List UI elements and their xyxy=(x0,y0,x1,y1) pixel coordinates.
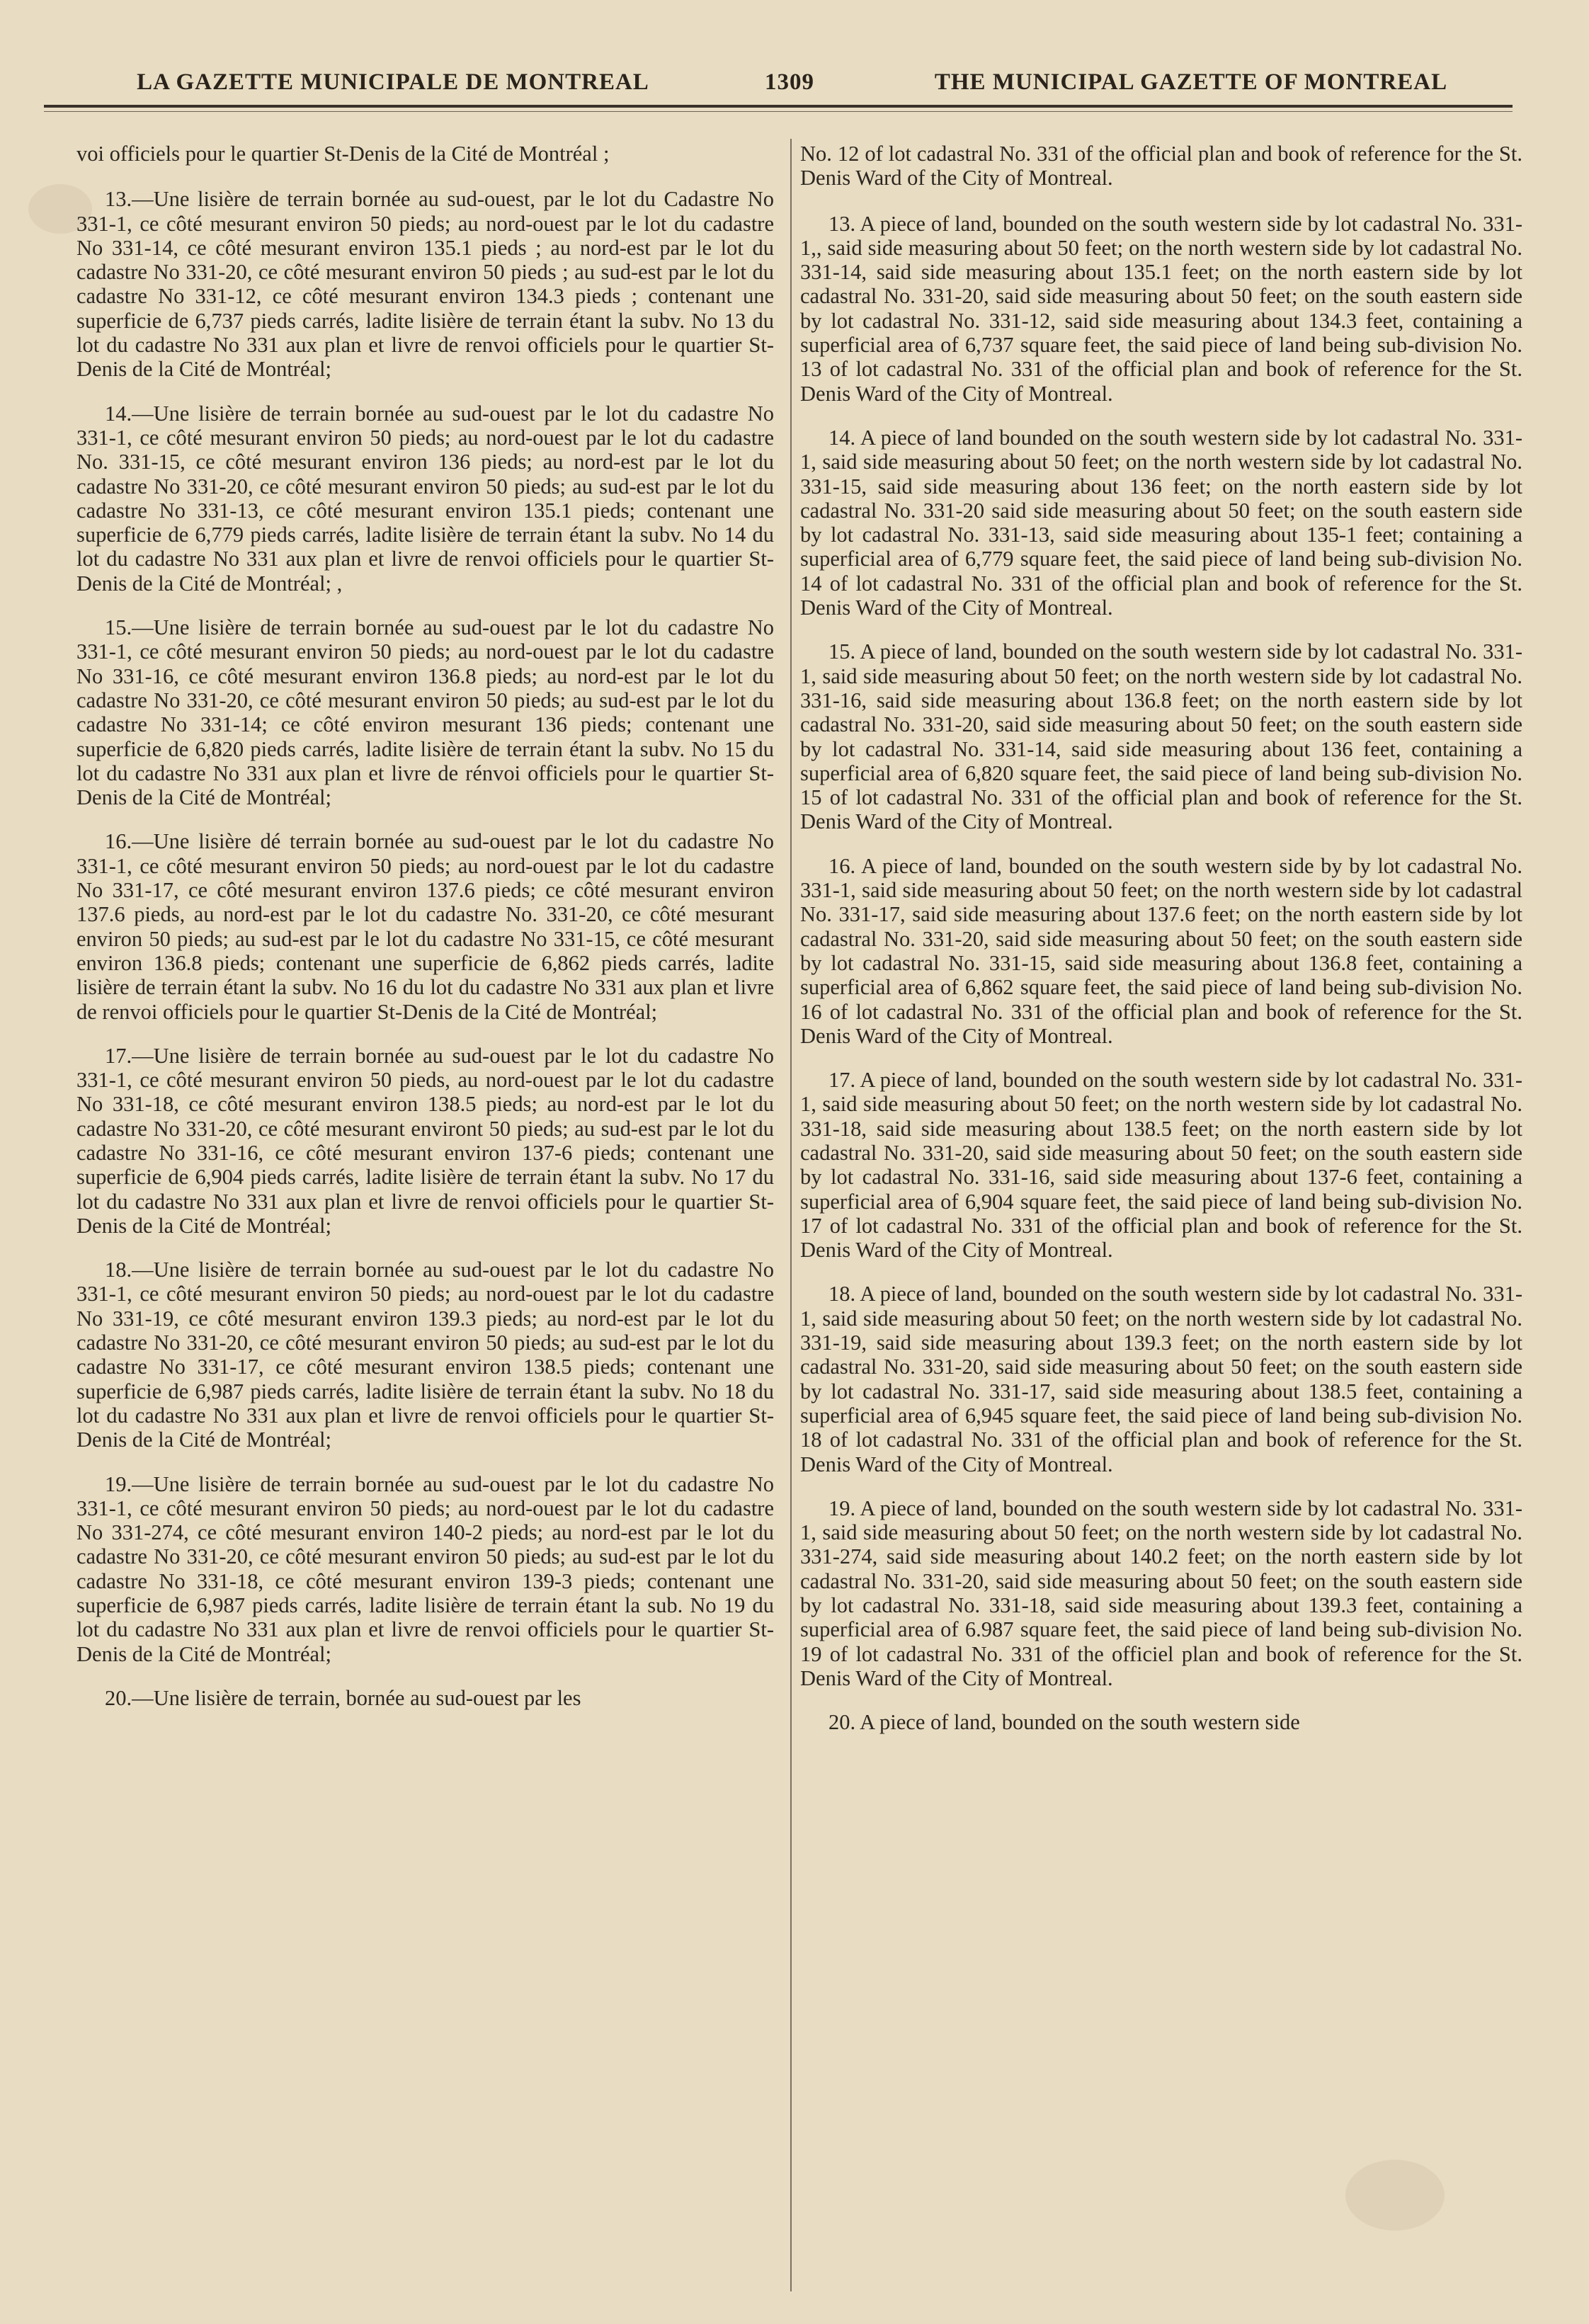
page-number: 1309 xyxy=(765,69,814,95)
paragraph-fr-15: 15.—Une lisière de terrain bornée au sud-ouest par le lot du cadastre No 331-1, ce côté mesurant environ 50 pieds; au nord-ouest par le lot du cadastre No 331-16, ce côté mesurant environ 136.8 pieds; au nord-est par le lot du cadastre No 331-20, ce côté mesurant environ 50 pieds; au sud-est par le lot du cadastre No 331-14; ce côté environ mesurant 136 pieds; contenant une superficie de 6,820 pieds carrés, ladite lisière de terrain étant la subv. No 15 du lot du cadastre No 331 aux plan et livre de rénvoi officiels pour le quartier St-Denis de la Cité de Montréal; xyxy=(76,615,774,810)
paragraph-en-continuation: No. 12 of lot cadastral No. 331 of the official plan and book of reference for the St. Denis Ward of the City of Montreal. xyxy=(800,142,1522,190)
paragraph-en-18: 18. A piece of land, bounded on the south western side by lot cadastral No. 331-1, said side measuring about 50 feet; on the north western side by lot cadastral No. 331-19, said side measuring about 139.3 feet; on the north eastern side by lot cadastral No. 331-20, said side measuring about 50 feet; on the south eastern side by lot cadastral No. 331-17, said side measuring about 138.5 feet, containing a superficial area of 6,945 square feet, the said piece of land being sub-division No. 18 of lot cadastral No. 331 of the official plan and book of reference for the St. Denis Ward of the City of Montreal. xyxy=(800,1282,1522,1476)
paragraph-fr-18: 18.—Une lisière de terrain bornée au sud-ouest par le lot du cadastre No 331-1, ce côté mesurant environ 50 pieds; au nord-ouest par le lot du cadastre No 331-19, ce côté mesurant environ 139.3 pieds; au nord-est par le lot du cadastre No 331-20, ce côté mesurant environ 50 pieds; au sud-est par le lot du cadastre No 331-17, ce côté mesurant environ 138.5 pieds; contenant une superficie de 6,987 pieds carrés, ladite lisière de terrain étant la subv. No 18 du lot du cadastre No 331 aux plan et livre de renvoi officiels pour le quartier St-Denis de la Cité de Montréal; xyxy=(76,1258,774,1452)
paragraph-en-19: 19. A piece of land, bounded on the south western side by lot cadastral No. 331-1, said side measuring about 50 feet; on the north western side by lot cadastral No. 331-274, said side measuring about 140.2 feet; on the north eastern side by lot cadastral No. 331-20, said side measuring about 50 feet; on the south eastern side by lot cadastral No. 331-18, said side measuring about 139.3 feet, containing a superficial area of 6.987 square feet, the said piece of land being sub-division No. 19 of lot cadastral No. 331 of the officiel plan and book of reference for the St. Denis Ward of the City of Montreal. xyxy=(800,1496,1522,1690)
header-title-english: THE MUNICIPAL GAZETTE OF MONTREAL xyxy=(934,69,1448,95)
paragraph-fr-14: 14.—Une lisière de terrain bornée au sud-ouest par le lot du cadastre No 331-1, ce côté mesurant environ 50 pieds; au nord-ouest par le lot du cadastre No. 331-15, ce côté mesurant environ 136 pieds; au nord-est par le lot du cadastre No 331-20, ce côté mesurant environ 50 pieds; au sud-est par le lot du cadastre No 331-13, ce côté mesurant environ 135.1 pieds; contenant une superficie de 6,779 pieds carrés, ladite lisière de terrain étant la subv. No 14 du lot du cadastre No 331 aux plan et livre de renvoi officiels pour le quartier St-Denis de la Cité de Montréal; , xyxy=(76,401,774,596)
paragraph-fr-20: 20.—Une lisière de terrain, bornée au sud-ouest par les xyxy=(105,1685,581,1710)
header-rule xyxy=(44,105,1513,108)
paragraph-en-16: 16. A piece of land, bounded on the south western side by by lot cadastral No. 331-1, said side measuring about 50 feet; on the north western side by lot cadastral No. 331-17, said side measuring about 137.6 feet; on the north eastern side by lot cadastral No. 331-20, said side measuring about 50 feet; on the south eastern side by lot cadastral No. 331-15, said side measuring about 136.8 feet, containing a superficial area of 6,862 square feet, the said piece of land being sub-division No. 16 of lot cadastral No. 331 of the official plan and book of reference for the St. Denis Ward of the City of Montreal. xyxy=(800,853,1522,1048)
paragraph-en-15: 15. A piece of land, bounded on the south western side by lot cadastral No. 331-1, said side measuring about 50 feet; on the north western side by lot cadastral No. 331-16, said side measuring about 136.8 feet; on the north eastern side by lot cadastral No. 331-20, said side measuring about 50 feet; on the south eastern side by lot cadastral No. 331-14, said side measuring about 136 feet, containing a superficial area of 6,820 square feet, the said piece of land being sub-division No. 15 of lot cadastral No. 331 of the official plan and book of reference for the St. Denis Ward of the City of Montreal. xyxy=(800,639,1522,834)
header-title-french: LA GAZETTE MUNICIPALE DE MONTREAL xyxy=(137,69,649,95)
page-header xyxy=(42,61,1547,103)
header-rule-thin xyxy=(44,111,1513,112)
paragraph-en-17: 17. A piece of land, bounded on the south western side by lot cadastral No. 331-1, said side measuring about 50 feet; on the north western side by lot cadastral No. 331-18, said side measuring about 138.5 feet; on the north eastern side by lot cadastral No. 331-20, said side measuring about 50 feet; on the south eastern side by lot cadastral No. 331-16, said side measuring about 137-6 feet, containing a superficial area of 6,904 square feet, the said piece of land being sub-division No. 17 of lot cadastral No. 331 of the official plan and book of reference for the St. Denis Ward of the City of Montreal. xyxy=(800,1068,1522,1263)
column-divider xyxy=(790,139,792,2291)
french-column xyxy=(76,142,774,1730)
paragraph-en-13: 13. A piece of land, bounded on the south western side by lot cadastral No. 331-1,, said side measuring about 50 feet; on the north western side by lot cadastral No. 331-14, said side measuring about 135.1 feet; on the north eastern side by lot cadastral No. 331-20, said side measuring about 50 feet; on the south eastern side by lot cadastral No. 331-12, said side measuring about 134.3 feet, containing a superficial area of 6,737 square feet, the said piece of land being sub-division No. 13 of lot cadastral No. 331 of the official plan and book of reference for the St. Denis Ward of the City of Montreal. xyxy=(800,211,1522,406)
paragraph-fr-16: 16.—Une lisière dé terrain bornée au sud-ouest par le lot du cadastre No 331-1, ce côté mesurant environ 50 pieds; au nord-ouest par le lot du cadastre No 331-17, ce côté mesurant environ 137.6 pieds; ce côté mesurant environ 137.6 pieds, au nord-est par le lot du cadastre No. 331-20, ce côté mesurant environ 50 pieds; au sud-est par le lot du cadastre No 331-15, ce côté mesurant environ 136.8 pieds; contenant une superficie de 6,862 pieds carrés, ladite lisière de terrain étant la subv. No 16 du lot du cadastre No 331 aux plan et livre de renvoi officiels pour le quartier St-Denis de la Cité de Montréal; xyxy=(76,829,774,1024)
english-column xyxy=(800,142,1522,1755)
paragraph-en-20: 20. A piece of land, bounded on the south western side xyxy=(828,1710,1300,1735)
paragraph-en-14: 14. A piece of land bounded on the south western side by lot cadastral No. 331-1, said side measuring about 50 feet; on the north western side by lot cadastral No. 331-15, said side measuring about 136 feet; on the north eastern side by lot cadastral No. 331-20 said side measuring about 50 feet; on the south eastern side by lot cadastral No. 331-13, said side measuring about 135-1 feet; containing a superficial area of 6,779 square feet, the said piece of land being sub-division No. 14 of lot cadastral No. 331 of the official plan and book of reference for the St. Denis Ward of the City of Montreal. xyxy=(800,425,1522,620)
paragraph-fr-17: 17.—Une lisière de terrain bornée au sud-ouest par le lot du cadastre No 331-1, ce côté mesurant environ 50 pieds, au nord-ouest par le lot du cadastre No 331-18, ce côté mesurant environ 138.5 pieds; au nord-est par le lot du cadastre No 331-20, ce côté mesurant environt 50 pieds; au sud-est par le lot du cadastre No 331-16, ce côté mesurant environ 137-6 pieds; contenant une superficie de 6,904 pieds carrés, ladite lisière de terrain étant la subv. No 17 du lot du cadastre No 331 aux plan et livre de renvoi officiels pour le quartier St-Denis de la Cité de Montréal; xyxy=(76,1043,774,1238)
paper-stain xyxy=(1345,2160,1445,2231)
paragraph-fr-19: 19.—Une lisière de terrain bornée au sud-ouest par le lot du cadastre No 331-1, ce côté mesurant environ 50 pieds; au nord-ouest par le lot du cadastre No 331-274, ce côté mesurant environ 140-2 pieds; au nord-est par le lot du cadastre No 331-20, ce côté mesurant environ 50 pieds; au sud-est par le lot du cadastre No 331-18, ce côté mesurant environ 139-3 pieds; contenant une superficie de 6,987 pieds carrés, ladite lisière de terrain étant la sub. No 19 du lot du cadastre No 331 aux plan et livre de renvoi officiels pour le quartier St-Denis de la Cité de Montréal; xyxy=(76,1471,774,1666)
paragraph-fr-13: 13.—Une lisière de terrain bornée au sud-ouest, par le lot du Cadastre No 331-1, ce côté mesurant environ 50 pieds; au nord-ouest par le lot du cadastre No 331-14, ce côté mesurant environ 135.1 pieds ; au nord-est par le lot du cadastre No 331-20, ce côté mesurant environ 50 pieds ; au sud-est par le lot du cadastre No 331-12, ce côté mesurant environ 134.3 pieds ; contenant une superficie de 6,737 pieds carrés, ladite lisière de terrain étant la subv. No 13 du lot du cadastre No 331 aux plan et livre de renvoi officiels pour le quartier St-Denis de la Cité de Montréal; xyxy=(76,187,774,382)
paragraph-fr-continuation: voi officiels pour le quartier St-Denis de la Cité de Montréal ; xyxy=(76,142,610,166)
